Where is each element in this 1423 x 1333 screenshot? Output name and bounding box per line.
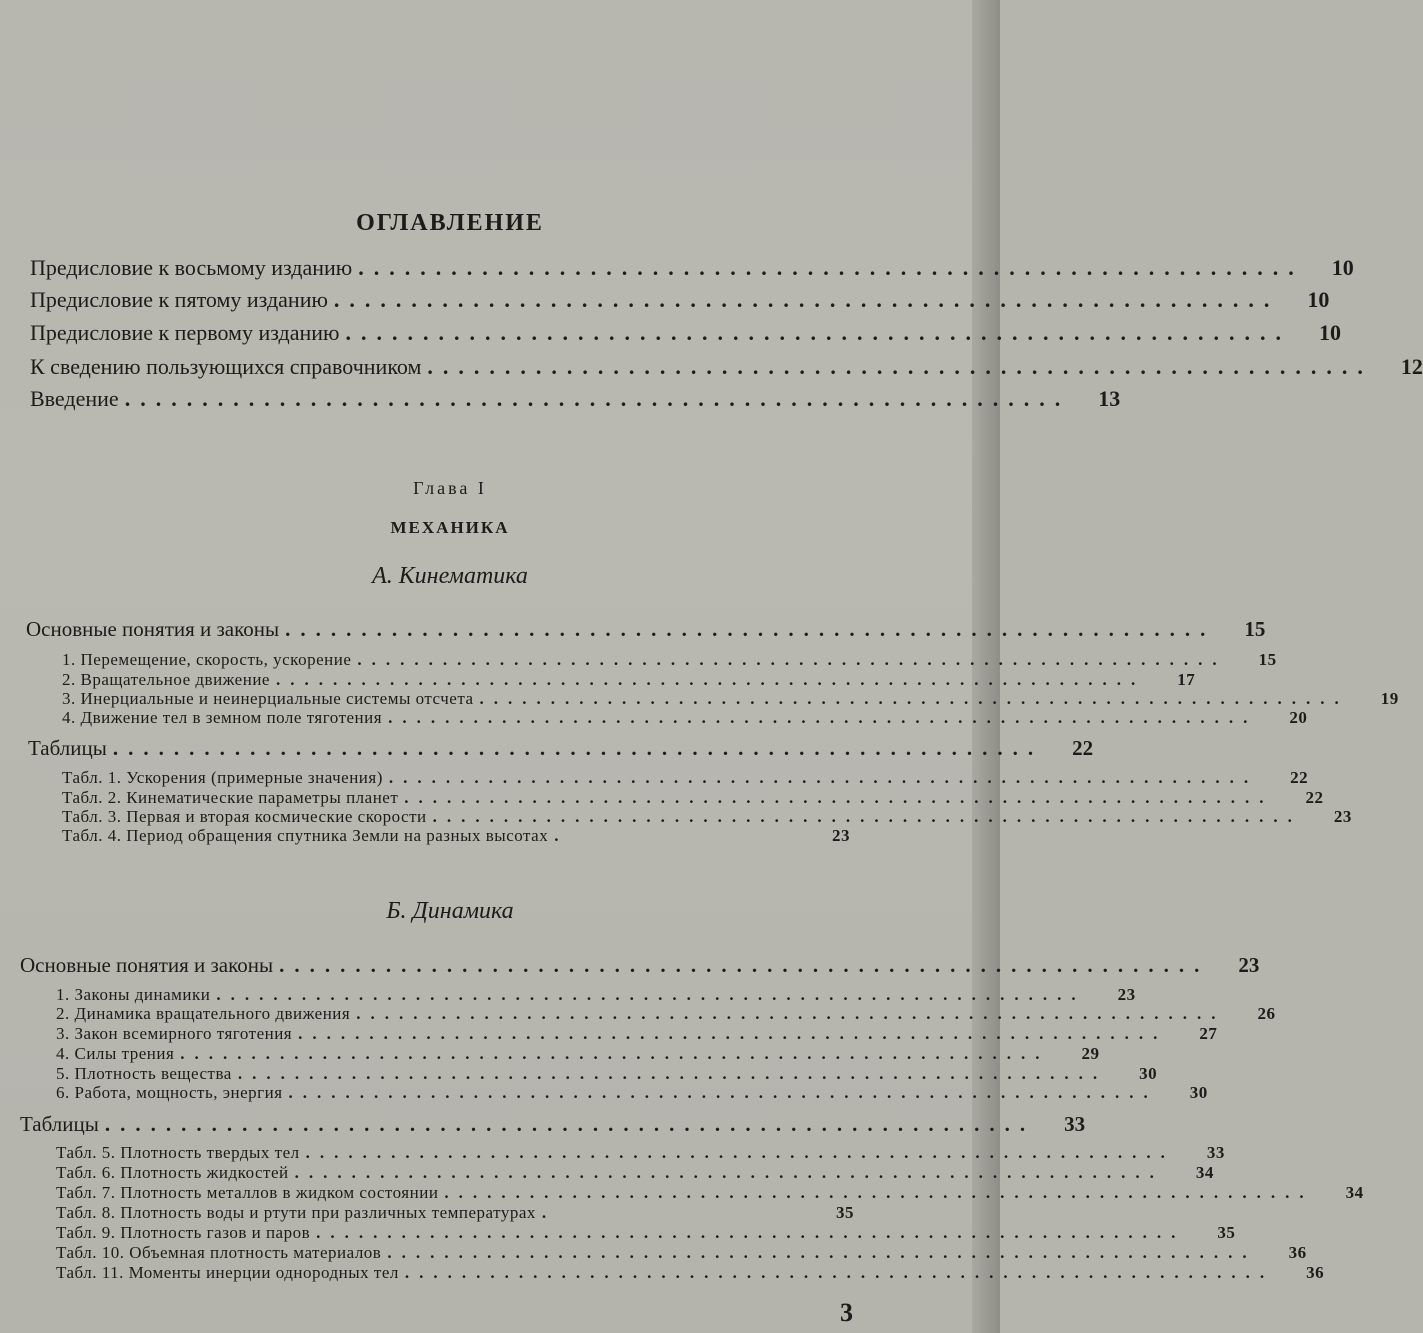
leader-dots: .............................................................	[104, 1112, 1036, 1136]
toc-entry-page: 33	[1064, 1112, 1086, 1136]
leader-dots: .............................................................	[333, 287, 1280, 312]
leader-dots: .............................................................	[279, 953, 1210, 977]
toc-entry-page: 10	[1307, 287, 1330, 312]
leader-dots: .............................................................	[358, 255, 1304, 280]
toc-entry[interactable]	[56, 1203, 854, 1223]
toc-entry[interactable]	[30, 255, 1354, 281]
toc-entry[interactable]	[20, 953, 1260, 978]
leader-dots: .............................................................	[388, 708, 1258, 727]
toc-entry[interactable]	[56, 1143, 1225, 1163]
toc-entry-page: 30	[1139, 1064, 1158, 1083]
leader-dots: .	[554, 826, 569, 845]
toc-entry-page: 36	[1306, 1263, 1325, 1282]
leader-dots: .............................................................	[388, 768, 1259, 787]
toc-entry[interactable]	[56, 1183, 1364, 1203]
toc-entry-page: 10	[1331, 255, 1354, 280]
toc-entry[interactable]	[56, 1004, 1276, 1024]
leader-dots: .............................................................	[316, 1223, 1186, 1242]
leader-dots: .............................................................	[357, 650, 1227, 669]
toc-entry-label: Предисловие к восьмому изданию	[30, 255, 353, 280]
leader-dots: .............................................................	[216, 985, 1086, 1004]
toc-entry-label: 6. Работа, мощность, энергия	[56, 1083, 283, 1102]
toc-entry[interactable]	[28, 736, 1094, 761]
leader-dots: .............................................................	[275, 670, 1146, 689]
leader-dots: .............................................................	[124, 386, 1071, 411]
toc-title: ОГЛАВЛЕНИЕ	[356, 210, 544, 236]
leader-dots: .............................................................	[345, 320, 1291, 345]
toc-entry[interactable]	[62, 788, 1324, 808]
leader-dots: .............................................................	[112, 736, 1044, 760]
toc-entry-label: Табл. 11. Моменты инерции однородных тел	[56, 1263, 399, 1282]
leader-dots: .............................................................	[180, 1044, 1050, 1063]
toc-entry-page: 26	[1257, 1004, 1276, 1023]
toc-entry-label: Табл. 2. Кинематические параметры планет	[62, 788, 399, 807]
toc-entry-page: 15	[1244, 617, 1266, 641]
toc-entry[interactable]	[62, 689, 1399, 709]
toc-entry-label: 4. Силы трения	[56, 1044, 175, 1063]
toc-entry-page: 23	[832, 826, 850, 845]
toc-entry-label: Таблицы	[28, 736, 107, 760]
toc-entry-page: 13	[1098, 386, 1121, 411]
toc-entry[interactable]	[56, 985, 1136, 1005]
toc-entry[interactable]	[30, 320, 1341, 346]
toc-entry-label: Табл. 7. Плотность металлов в жидком состоянии	[56, 1183, 439, 1202]
toc-entry-label: Введение	[30, 386, 119, 411]
toc-entry-page: 20	[1289, 708, 1308, 727]
toc-entry-label: 2. Вращательное движение	[62, 670, 270, 689]
leader-dots: .............................................................	[444, 1183, 1314, 1202]
toc-entry[interactable]	[56, 1163, 1214, 1183]
toc-entry[interactable]	[62, 807, 1352, 827]
toc-entry[interactable]	[20, 1112, 1086, 1137]
toc-entry-label: 5. Плотность вещества	[56, 1064, 232, 1083]
leader-dots: .............................................................	[288, 1083, 1158, 1102]
toc-entry-page: 15	[1258, 650, 1277, 669]
toc-entry-label: Основные понятия и законы	[20, 953, 274, 977]
toc-entry-label: Табл. 9. Плотность газов и паров	[56, 1223, 311, 1242]
part-b-title: Б. Динамика	[386, 898, 514, 924]
leader-dots: .............................................................	[294, 1163, 1164, 1182]
toc-entry[interactable]	[56, 1223, 1236, 1243]
toc-entry-page: 34	[1195, 1163, 1214, 1182]
toc-entry-page: 30	[1189, 1083, 1208, 1102]
toc-entry[interactable]	[62, 708, 1308, 728]
toc-entry-page: 23	[1333, 807, 1352, 826]
toc-entry-label: 1. Перемещение, скорость, ускорение	[62, 650, 352, 669]
toc-entry-label: К сведению пользующихся справочником	[30, 354, 422, 379]
toc-entry[interactable]	[30, 386, 1121, 412]
toc-entry-label: Табл. 10. Объемная плотность материалов	[56, 1243, 382, 1262]
toc-entry-label: Предисловие к пятому изданию	[30, 287, 328, 312]
toc-entry-label: Основные понятия и законы	[26, 617, 280, 641]
leader-dots: .............................................................	[237, 1064, 1108, 1083]
toc-entry-page: 33	[1206, 1143, 1225, 1162]
toc-entry[interactable]	[56, 1083, 1208, 1103]
toc-entry[interactable]	[56, 1044, 1100, 1064]
page-number: 3	[840, 1298, 853, 1327]
toc-entry-label: Таблицы	[20, 1112, 99, 1136]
toc-entry-label: 4. Движение тел в земном поле тяготения	[62, 708, 383, 727]
toc-entry-label: 3. Закон всемирного тяготения	[56, 1024, 293, 1043]
toc-entry-label: 3. Инерциальные и неинерциальные системы отсчета	[62, 689, 474, 708]
toc-entry[interactable]	[62, 826, 850, 846]
leader-dots: .............................................................	[404, 788, 1274, 807]
toc-entry-page: 23	[1117, 985, 1136, 1004]
leader-dots: .	[541, 1203, 557, 1222]
toc-entry[interactable]	[30, 287, 1330, 313]
toc-entry[interactable]	[56, 1024, 1218, 1044]
toc-entry-label: 2. Динамика вращательного движения	[56, 1004, 351, 1023]
toc-entry[interactable]	[62, 670, 1196, 690]
toc-entry-label: Табл. 8. Плотность воды и ртути при различных температурах	[56, 1203, 536, 1222]
toc-entry-page: 36	[1288, 1243, 1307, 1262]
leader-dots: .............................................................	[404, 1263, 1275, 1282]
toc-entry-page: 35	[1217, 1223, 1236, 1242]
toc-entry-page: 19	[1380, 689, 1399, 708]
leader-dots: .............................................................	[356, 1004, 1226, 1023]
toc-entry-page: 22	[1305, 788, 1324, 807]
leader-dots: .............................................................	[387, 1243, 1257, 1262]
toc-entry-label: Табл. 5. Плотность твердых тел	[56, 1143, 300, 1162]
toc-entry-page: 22	[1072, 736, 1094, 760]
leader-dots: .............................................................	[305, 1143, 1175, 1162]
toc-entry-page: 27	[1199, 1024, 1218, 1043]
leader-dots: .............................................................	[427, 354, 1373, 379]
toc-entry-page: 35	[836, 1203, 854, 1222]
toc-entry-label: Предисловие к первому изданию	[30, 320, 340, 345]
toc-entry-page: 12	[1400, 354, 1423, 379]
toc-entry-page: 34	[1345, 1183, 1364, 1202]
toc-entry[interactable]	[62, 768, 1309, 788]
toc-entry[interactable]	[56, 1064, 1158, 1084]
part-a-title: А. Кинематика	[372, 563, 528, 589]
leader-dots: .............................................................	[285, 617, 1216, 641]
chapter-label: Глава I	[413, 478, 487, 498]
toc-entry-label: Табл. 4. Период обращения спутника Земли на разных высотах	[62, 826, 549, 845]
toc-entry-label: 1. Законы динамики	[56, 985, 211, 1004]
toc-entry-label: Табл. 6. Плотность жидкостей	[56, 1163, 289, 1182]
toc-entry[interactable]	[56, 1263, 1325, 1283]
toc-entry-label: Табл. 1. Ускорения (примерные значения)	[62, 768, 383, 787]
leader-dots: .............................................................	[432, 807, 1302, 826]
toc-entry[interactable]	[56, 1243, 1307, 1263]
toc-entry-page: 17	[1177, 670, 1196, 689]
toc-entry[interactable]	[62, 650, 1277, 670]
chapter-title: МЕХАНИКА	[390, 518, 510, 537]
toc-entry-label: Табл. 3. Первая и вторая космические скорости	[62, 807, 427, 826]
leader-dots: .............................................................	[298, 1024, 1168, 1043]
toc-entry-page: 29	[1081, 1044, 1100, 1063]
toc-entry-page: 10	[1318, 320, 1341, 345]
toc-entry[interactable]	[30, 354, 1423, 380]
leader-dots: .............................................................	[479, 689, 1349, 708]
toc-entry-page: 22	[1290, 768, 1309, 787]
toc-entry[interactable]	[26, 617, 1266, 642]
toc-entry-page: 23	[1238, 953, 1260, 977]
